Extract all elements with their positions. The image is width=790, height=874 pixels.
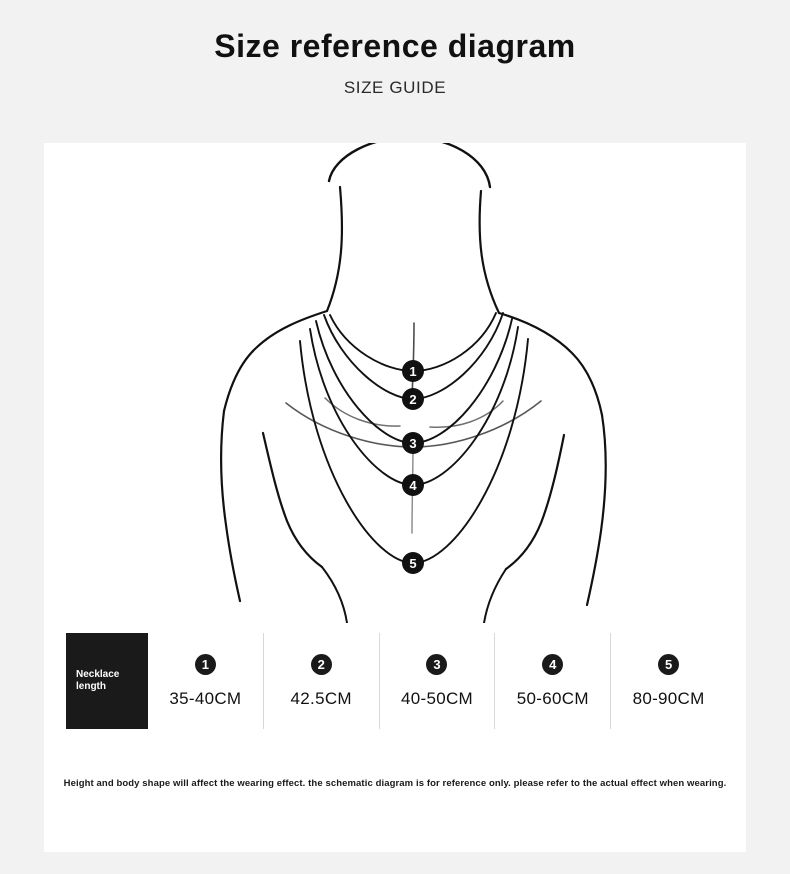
size-value-5: 80-90CM bbox=[632, 688, 705, 708]
chain-marker-1-label: 1 bbox=[409, 364, 417, 379]
size-table bbox=[66, 633, 726, 729]
size-table-row-label bbox=[66, 633, 148, 729]
page-header bbox=[0, 0, 790, 98]
size-value-3: 40-50CM bbox=[400, 688, 473, 708]
chain-marker-2-label: 2 bbox=[409, 392, 417, 407]
size-table-row-label-text: Necklace length bbox=[76, 668, 120, 692]
necklace-length-illustration bbox=[44, 143, 746, 623]
disclaimer-note: Height and body shape will affect the wearing effect. the schematic diagram is for reference only. please refer to the actual effect when wearing. bbox=[63, 778, 727, 789]
size-value-2: 42.5CM bbox=[290, 688, 352, 708]
size-badge-5: 5 bbox=[658, 654, 679, 675]
size-value-1: 35-40CM bbox=[169, 688, 242, 708]
size-table-cell-2 bbox=[264, 633, 380, 729]
chain-marker-3-label: 3 bbox=[409, 436, 417, 451]
page-title: Size reference diagram bbox=[214, 28, 576, 64]
page-subtitle: SIZE GUIDE bbox=[343, 78, 447, 97]
size-table-cell-4 bbox=[495, 633, 611, 729]
size-badge-2: 2 bbox=[311, 654, 332, 675]
body-diagram-svg bbox=[44, 143, 746, 623]
size-value-4: 50-60CM bbox=[516, 688, 589, 708]
chain-marker-4-label: 4 bbox=[409, 478, 417, 493]
size-table-cell-1 bbox=[148, 633, 264, 729]
size-table-cell-3 bbox=[380, 633, 496, 729]
size-badge-1: 1 bbox=[195, 654, 216, 675]
size-guide-card bbox=[44, 143, 746, 852]
size-badge-3: 3 bbox=[426, 654, 447, 675]
size-table-cell-5 bbox=[611, 633, 726, 729]
chain-marker-5-label: 5 bbox=[409, 556, 417, 571]
size-badge-4: 4 bbox=[542, 654, 563, 675]
